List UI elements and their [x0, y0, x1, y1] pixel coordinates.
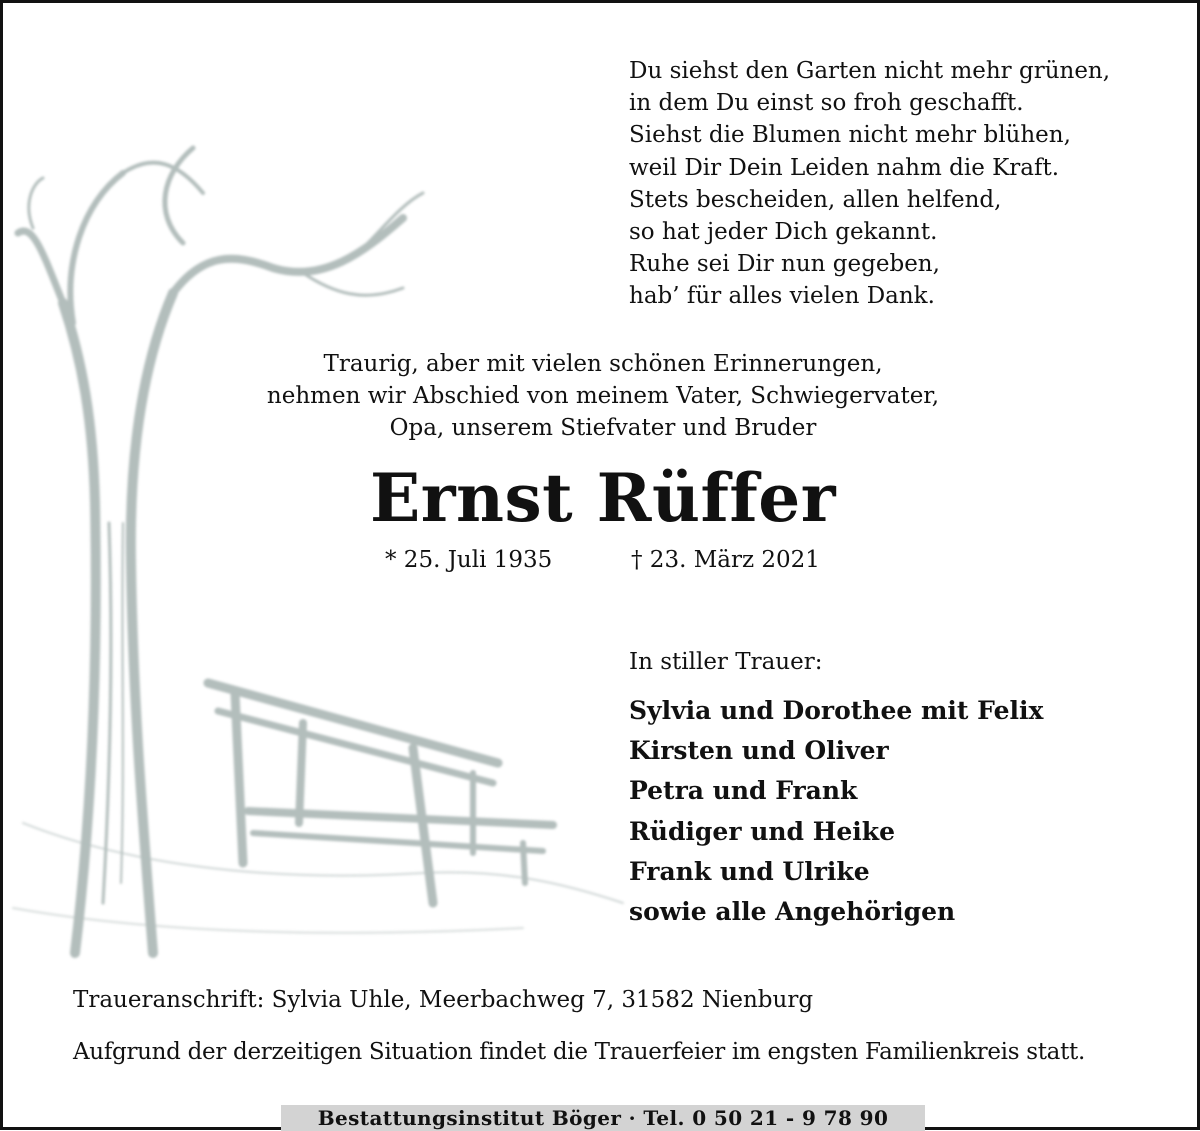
- deceased-name: Ernst Rüffer: [369, 459, 837, 537]
- mourner-item: Rüdiger und Heike: [629, 816, 895, 846]
- mourners-list: [629, 691, 1043, 932]
- poem-line: Ruhe sei Dir nun gegeben,: [629, 251, 940, 278]
- mourner-item: sowie alle Angehörigen: [629, 897, 956, 927]
- poem-line: Siehst die Blumen nicht mehr blühen,: [629, 122, 1071, 149]
- funeral-home-footer: Bestattungsinstitut Böger · Tel. 0 50 21 - 9 78 90: [281, 1105, 925, 1131]
- intro-line: Opa, unserem Stiefvater und Bruder: [389, 415, 817, 442]
- mourner-item: Sylvia und Dorothee mit Felix: [629, 696, 1044, 725]
- intro-line: Traurig, aber mit vielen schönen Erinnerungen,: [323, 351, 883, 377]
- ceremony-note: Aufgrund der derzeitigen Situation findet die Trauerfeier im engsten Familienkreis statt.: [73, 1039, 1085, 1065]
- birth-date: * 25. Juli 1935: [385, 547, 553, 573]
- poem-line: so hat jeder Dich gekannt.: [629, 219, 938, 246]
- mourner-item: Frank und Ulrike: [629, 856, 870, 886]
- poem-line: Du siehst den Garten nicht mehr grünen,: [629, 58, 1111, 84]
- mourning-address: Traueranschrift: Sylvia Uhle, Meerbachweg 7, 31582 Nienburg: [73, 987, 814, 1013]
- intro-line: nehmen wir Abschied von meinem Vater, Schwiegervater,: [266, 383, 940, 410]
- poem-line: weil Dir Dein Leiden nahm die Kraft.: [629, 154, 1060, 181]
- mourner-item: Kirsten und Oliver: [629, 736, 889, 766]
- poem-line: hab’ für alles vielen Dank.: [629, 283, 935, 310]
- death-date: † 23. März 2021: [631, 547, 820, 573]
- poem-line: in dem Du einst so froh geschafft.: [629, 90, 1024, 117]
- poem-line: Stets bescheiden, allen helfend,: [629, 186, 1002, 213]
- mourning-label: In stiller Trauer:: [629, 649, 823, 675]
- mourner-item: Petra und Frank: [629, 776, 858, 806]
- poem: [629, 55, 1110, 313]
- farewell-intro: [203, 348, 1003, 445]
